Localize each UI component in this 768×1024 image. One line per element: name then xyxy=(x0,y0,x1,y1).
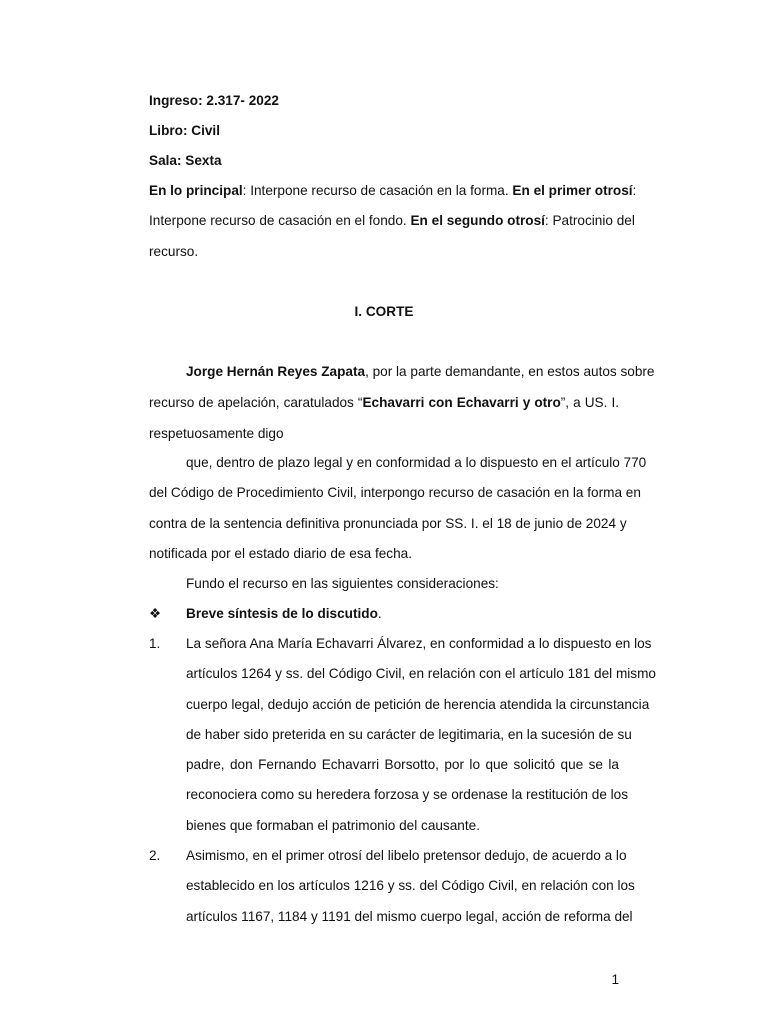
intro-line-4: que, dentro de plazo legal y en conformidad a lo dispuesto en el artículo 770 xyxy=(186,455,647,470)
section-title-text: Breve síntesis de lo discutido xyxy=(186,606,378,621)
intro-line-8: Fundo el recurso en las siguientes consideraciones: xyxy=(186,576,499,591)
list-item-1-line: de haber sido preterida en su carácter de legitimaria, en la sucesión de su xyxy=(186,727,632,742)
page-number: 1 xyxy=(611,972,619,987)
section-title xyxy=(186,606,382,621)
intro-line-5: del Código de Procedimiento Civil, interpongo recurso de casación en la forma en xyxy=(149,485,641,500)
intro-line-1-rest: , por la parte demandante, en estos autos sobre xyxy=(365,364,655,379)
list-item-2-line: artículos 1167, 1184 y 1191 del mismo cuerpo legal, acción de reforma del xyxy=(186,909,633,924)
list-number-1: 1. xyxy=(149,636,161,651)
court-heading: I. CORTE xyxy=(354,304,414,319)
list-item-2-line: establecido en los artículos 1216 y ss. del Código Civil, en relación con los xyxy=(186,878,635,893)
summary-colon: : xyxy=(632,183,637,198)
list-item-1-line: reconociera como su heredera forzosa y se ordenase la restitución de los xyxy=(186,787,629,802)
intro-line-7: notificada por el estado diario de esa fecha. xyxy=(149,546,412,561)
summary-first-otrosi-label: En el primer otrosí xyxy=(512,183,633,198)
list-item-1-line: padre, don Fernando Echavarri Borsotto, por lo que solicitó que se la xyxy=(186,757,619,772)
summary-principal-text: : Interpone recurso de casación en la forma. xyxy=(242,183,513,198)
list-item-2-line: Asimismo, en el primer otrosí del libelo pretensor dedujo, de acuerdo a lo xyxy=(186,848,627,863)
summary-line-3: recurso. xyxy=(149,244,199,259)
case-number: Ingreso: 2.317- 2022 xyxy=(149,93,279,108)
intro-line-6: contra de la sentencia definitiva pronunciada por SS. I. el 18 de junio de 2024 y xyxy=(149,516,627,531)
intro-line-1 xyxy=(186,364,655,379)
case-book: Libro: Civil xyxy=(149,123,220,138)
summary-principal-label: En lo principal xyxy=(149,183,243,198)
intro-line-2-b: ”, a US. I. xyxy=(560,395,620,410)
case-chamber: Sala: Sexta xyxy=(149,153,222,168)
list-item-1-line: La señora Ana María Echavarri Álvarez, en conformidad a lo dispuesto en los xyxy=(186,636,652,651)
summary-second-otrosi-text: : Patrocinio del xyxy=(544,213,635,228)
summary-line-2 xyxy=(149,213,635,228)
petitioner-name: Jorge Hernán Reyes Zapata xyxy=(186,364,366,379)
list-item-1-line: bienes que formaban el patrimonio del causante. xyxy=(186,818,480,833)
list-item-1-line: artículos 1264 y ss. del Código Civil, en relación con el artículo 181 del mismo xyxy=(186,666,656,681)
section-title-end: . xyxy=(377,606,382,621)
case-title: Echavarri con Echavarri y otro xyxy=(362,395,561,410)
list-number-2: 2. xyxy=(149,848,161,863)
summary-second-otrosi-label: En el segundo otrosí xyxy=(410,213,545,228)
summary-first-otrosi-text: Interpone recurso de casación en el fondo. xyxy=(149,213,411,228)
intro-line-2-a: recurso de apelación, caratulados “ xyxy=(149,395,363,410)
summary-line-1 xyxy=(149,183,637,198)
intro-line-3: respetuosamente digo xyxy=(149,426,284,441)
intro-line-2 xyxy=(149,395,619,410)
diamond-bullet-icon: ❖ xyxy=(149,606,162,621)
list-item-1-line: cuerpo legal, dedujo acción de petición de herencia atendida la circunstancia xyxy=(186,697,650,712)
